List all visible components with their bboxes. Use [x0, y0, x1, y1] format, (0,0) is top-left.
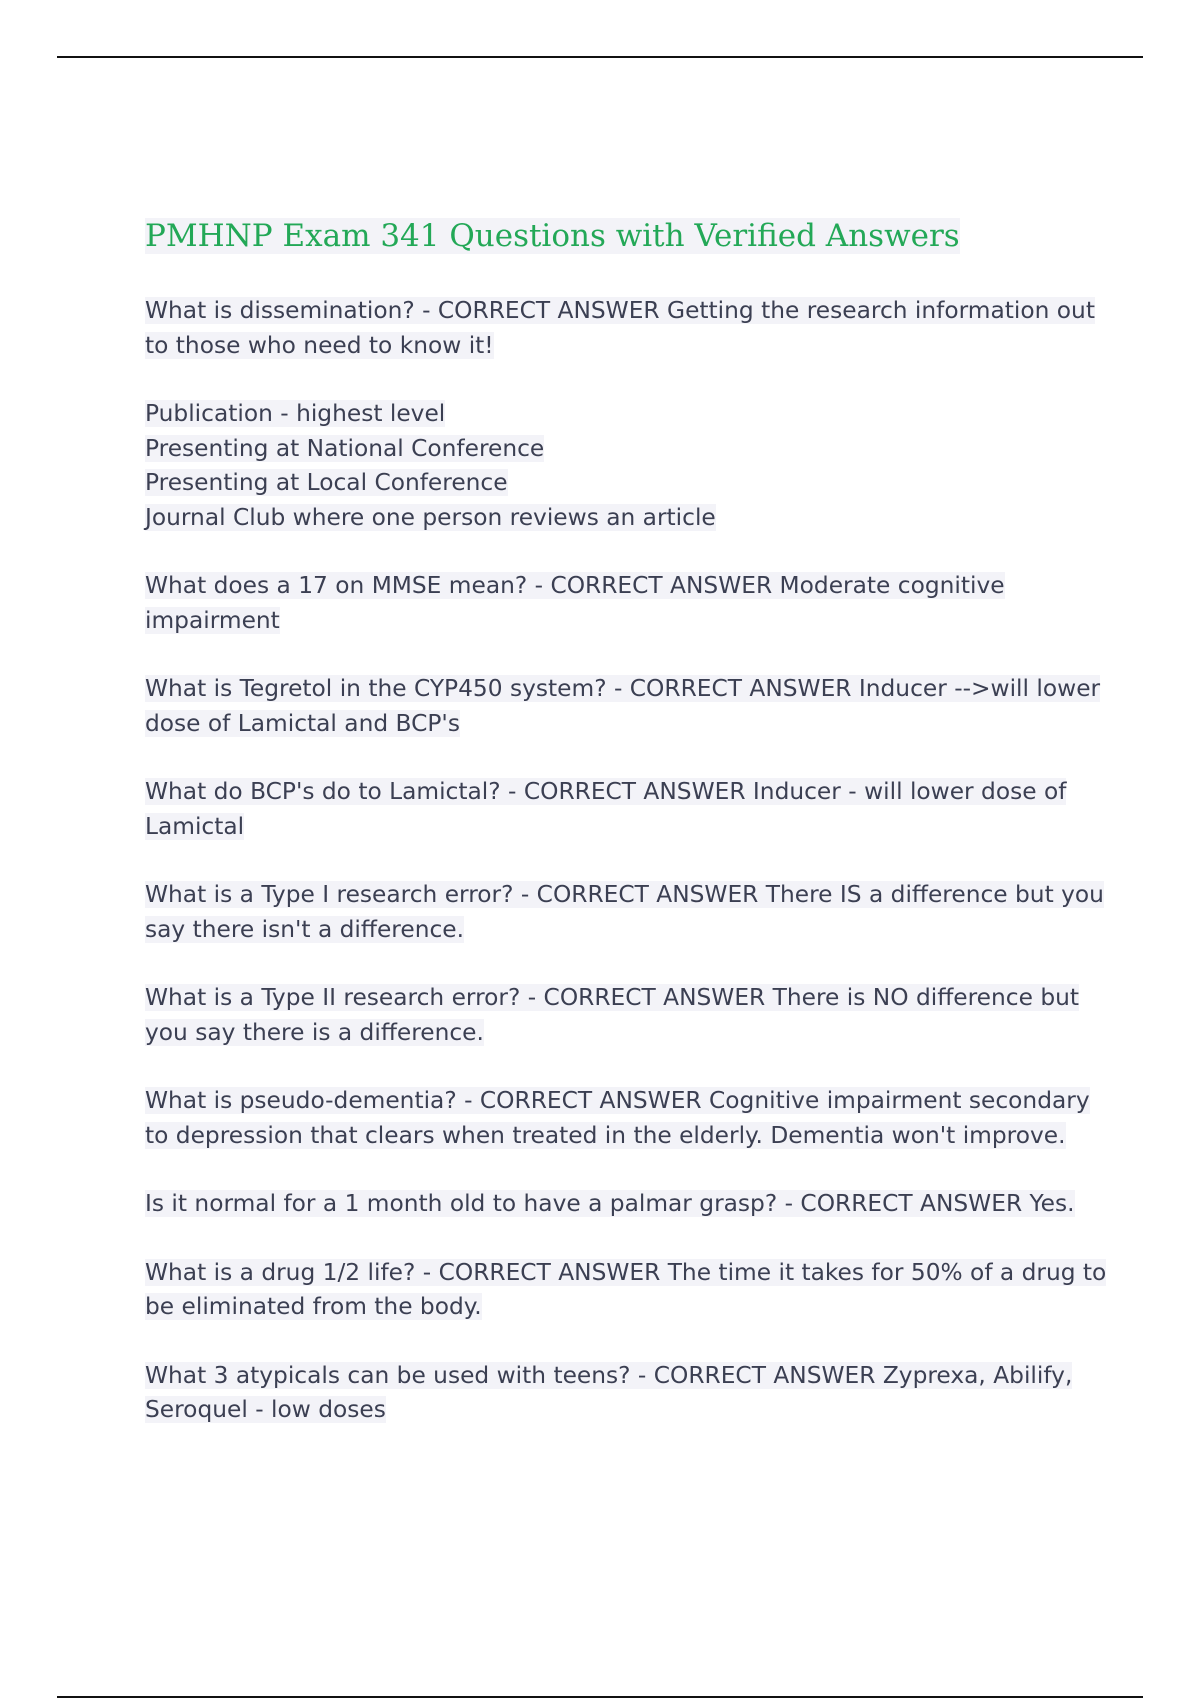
text-line: you say there is a difference.	[145, 1018, 484, 1046]
document-body	[145, 212, 1107, 1462]
text-line: to those who need to know it!	[145, 331, 494, 359]
text-line: What is a drug 1/2 life? - CORRECT ANSWER The time it takes for 50% of a drug to	[145, 1258, 1107, 1286]
qa-block	[145, 294, 1095, 363]
qa-block	[145, 1256, 1107, 1325]
text-line: Presenting at National Conference	[145, 434, 545, 462]
list-block	[145, 397, 1095, 535]
text-line: What does a 17 on MMSE mean? - CORRECT ANSWER Moderate cognitive	[145, 572, 1005, 599]
text-line: Presenting at Local Conference	[145, 469, 508, 496]
text-line: dose of Lamictal and BCP's	[145, 709, 460, 737]
text-line: say there isn't a difference.	[145, 915, 465, 943]
text-line: What is Tegretol in the CYP450 system? - CORRECT ANSWER Inducer -->will lower	[145, 675, 1101, 702]
top-rule	[57, 56, 1143, 58]
text-line: to depression that clears when treated in the elderly. Dementia won't improve.	[145, 1121, 1066, 1149]
text-line: What do BCP's do to Lamictal? - CORRECT ANSWER Inducer - will lower dose of	[145, 778, 1067, 805]
qa-block	[145, 878, 1104, 947]
text-line: Journal Club where one person reviews an article	[145, 503, 716, 531]
qa-block	[145, 981, 1095, 1050]
qa-block	[145, 672, 1101, 741]
text-line: be eliminated from the body.	[145, 1293, 482, 1320]
qa-block	[145, 1359, 1095, 1428]
bottom-rule	[57, 1696, 1143, 1698]
text-line: Publication - highest level	[145, 400, 446, 427]
qa-block	[145, 569, 1095, 638]
qa-block	[145, 1084, 1095, 1153]
qa-block	[145, 1187, 1095, 1222]
text-line: What is a Type I research error? - CORRECT ANSWER There IS a difference but you	[145, 881, 1104, 908]
text-line: impairment	[145, 606, 280, 634]
text-line: Lamictal	[145, 812, 245, 840]
text-line: Seroquel - low doses	[145, 1396, 386, 1423]
text-line: What is dissemination? - CORRECT ANSWER Getting the research information out	[145, 297, 1095, 324]
qa-block	[145, 775, 1095, 844]
text-line: What 3 atypicals can be used with teens? - CORRECT ANSWER Zyprexa, Abilify,	[145, 1361, 1073, 1389]
text-line: Is it normal for a 1 month old to have a palmar grasp? - CORRECT ANSWER Yes.	[145, 1190, 1075, 1217]
text-line: What is a Type II research error? - CORRECT ANSWER There is NO difference but	[145, 984, 1080, 1011]
document-title: PMHNP Exam 341 Questions with Verified Answers	[145, 218, 960, 254]
text-line: What is pseudo-dementia? - CORRECT ANSWER Cognitive impairment secondary	[145, 1087, 1090, 1114]
